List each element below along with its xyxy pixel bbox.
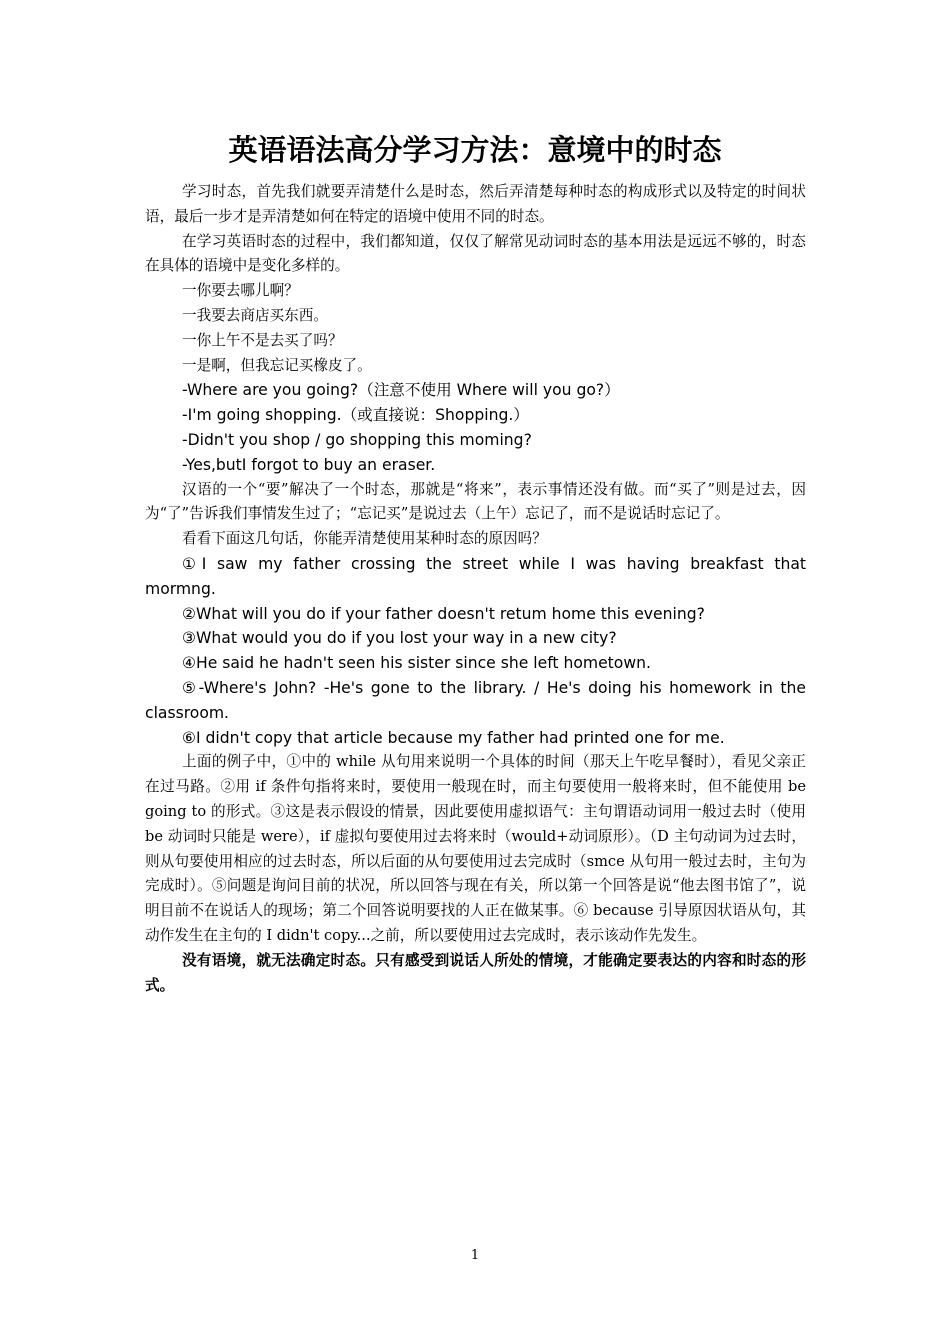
page-number: 1 xyxy=(470,1248,480,1263)
paragraph-question: 看看下面这几句话，你能弄清楚使用某种时态的原因吗？ xyxy=(182,530,547,548)
paragraph-conclusion: 没有语境，就无法确定时态。只有感受到说话人所处的情境，才能确定要表达的内容和时态的形式。 xyxy=(145,951,806,994)
example-sentence: ⑥I didn't copy that article because my father had printed one for me. xyxy=(182,728,725,747)
example-sentence: ④He said he hadn't seen his sister since she left hometown. xyxy=(182,654,651,673)
paragraph-intro: 学习时态，首先我们就要弄清楚什么是时态，然后弄清楚每种时态的构成形式以及特定的时间状语，最后一步才是弄清楚如何在特定的语境中使用不同的时态。 xyxy=(145,183,806,225)
example-sentence: ⑤-Where's John? -He's gone to the library. / He's doing his homework in the classroom. xyxy=(145,678,806,722)
dialogue-en-line: -Where are you going?（注意不使用 Where will you go?） xyxy=(182,381,620,400)
example-sentence: ②What will you do if your father doesn't retum home this evening? xyxy=(182,604,705,623)
dialogue-en-line: -Yes,butI forgot to buy an eraser. xyxy=(182,455,436,474)
dialogue-cn-line: 一是啊，但我忘记买橡皮了。 xyxy=(182,356,372,374)
paragraph-explanation: 汉语的一个“要”解决了一个时态，那就是“将来”，表示事情还没有做。而“买了”则是过去，因为“了”告诉我们事情发生过了；“忘记买”是说过去（上午）忘记了，而不是说话时忘记了。 xyxy=(145,480,806,523)
example-sentence: ③What would you do if you lost your way in a new city? xyxy=(182,629,617,648)
dialogue-en-line: -I'm going shopping.（或直接说：Shopping.） xyxy=(182,406,529,425)
document-title: 英语语法高分学习方法：意境中的时态 xyxy=(228,133,722,167)
paragraph-context: 在学习英语时态的过程中，我们都知道，仅仅了解常见动词时态的基本用法是远远不够的，时态在具体的语境中是变化多样的。 xyxy=(145,232,806,275)
dialogue-cn-line: 一我要去商店买东西。 xyxy=(182,306,328,324)
dialogue-cn-line: 一你要去哪儿啊？ xyxy=(182,282,299,300)
paragraph-analysis: 上面的例子中，①中的 while 从句用来说明一个具体的时间（那天上午吃早餐时），看见父亲正在过马路。②用 if 条件句指将来时，要使用一般现在时，而主句要使用一般将来时，但不能使用 be going to 的形式。③这是表示假设的情景，因此要使用虚拟语气：主句谓语动词用一般过去时（使用 be 动词时只能是 were），if 虚拟句要使用过去将来时（would+动词原形）。（D 主句动词为过去时，则从句要使用相应的过去时态，所以后面的从句要使用过去完成时（smce 从句用一般过去时，主句为完成时）。⑤问题是询问目前的状况，所以回答与现在有关，所以第一个回答是说“他去图书馆了”，说明目前不在说话人的现场；第二个回答说明要找的人正在做某事。⑥ because 引导原因状语从句，其动作发生在主句的 I didn't copy...之前，所以要使用过去完成时，表示该动作先发生。 xyxy=(145,753,806,944)
dialogue-en-line: -Didn't you shop / go shopping this moming? xyxy=(182,430,532,449)
dialogue-cn-line: 一你上午不是去买了吗？ xyxy=(182,331,343,349)
document-body xyxy=(145,180,806,998)
example-sentence: ①I saw my father crossing the street while I was having breakfast that mormng. xyxy=(145,554,806,598)
